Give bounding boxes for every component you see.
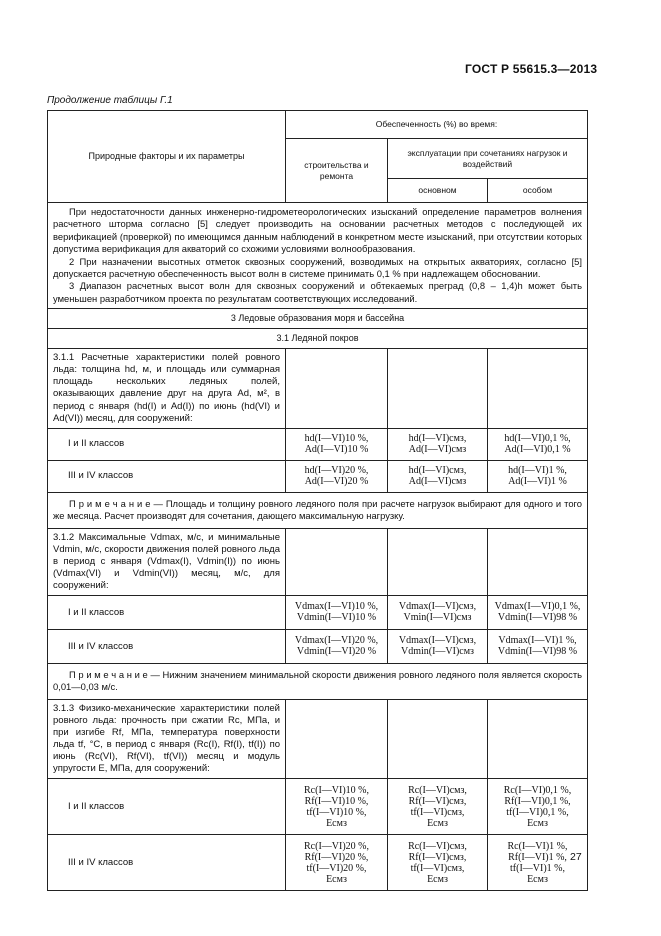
value-cell: Vdmax(I—VI)10 %, Vdmin(I—VI)10 % [286, 595, 388, 629]
value-cell: Rc(I—VI)0,1 %, Rf(I—VI)0,1 %, tf(I—VI)0,1 %, Eсмз [488, 779, 588, 835]
value-cell: Rc(I—VI)20 %, Rf(I—VI)20 %, tf(I—VI)20 %, Eсмз [286, 835, 388, 891]
value-cell: hd(I—VI)0,1 %, Ad(I—VI)0,1 % [488, 428, 588, 460]
class-label-1-2: I и II классов [48, 779, 286, 835]
page-number: 27 [570, 851, 582, 863]
class-label-3-4: III и IV классов [48, 460, 286, 492]
class-label-1-2: I и II классов [48, 428, 286, 460]
document-code: ГОСТ Р 55615.3—2013 [465, 62, 598, 76]
param-3-1-3: 3.1.3 Физико-механические характеристики полей ровного льда: прочность при сжатии Rc, МПа, и при изгибе Rf, МПа, температура поверхности льда tf, °C, в период с января (Rc(I), Rf(I), tf(I)) по июнь (Rc(VI), Rf(VI), tf(VI)) месяц и модуль упругости E, МПа, для сооружений: [48, 699, 286, 778]
class-label-1-2: I и II классов [48, 595, 286, 629]
wave-note-3: 3 Диапазон расчетных высот волн для сквозных сооружений и обтекаемых преград (0,8 – 1,4)h может быть уменьшен разработчиком проекта по результатам соответствующих исследований. [53, 280, 582, 304]
wave-notes [48, 203, 588, 309]
value-cell: Rc(I—VI)10 %, Rf(I—VI)10 %, tf(I—VI)10 %, Eсмз [286, 779, 388, 835]
value-cell: hd(I—VI)10 %, Ad(I—VI)10 % [286, 428, 388, 460]
header-supply: Обеспеченность (%) во время: [286, 111, 588, 139]
value-cell: Rc(I—VI)смз, Rf(I—VI)смз, tf(I—VI)смз, Eсмз [388, 779, 488, 835]
value-cell: hd(I—VI)смз, Ad(I—VI)смз [388, 460, 488, 492]
value-cell: hd(I—VI)20 %, Ad(I—VI)20 % [286, 460, 388, 492]
wave-note-1: При недостаточности данных инженерно-гидрометеорологических изысканий определение параметров волнения расчетного шторма согласно [5] следует производить на основании расчетных методов с последующей их верификацией (проверкой) по имеющимся данным наблюдений в конкретном месте изысканий, при отсутствии которых допустима верификация для акваторий со схожими условиями волнообразования. [53, 206, 582, 255]
param-3-1-2: 3.1.2 Максимальные Vdmax, м/с, и минимальные Vdmin, м/с, скорости движения полей ровного льда в период с января (Vdmax(I), Vdmin(I)) по июнь (Vdmax(VI) и Vdmin(VI)) месяц, м/с, для сооружений: [48, 528, 286, 595]
header-construction: строительства и ремонта [286, 139, 388, 203]
value-cell: hd(I—VI)1 %, Ad(I—VI)1 % [488, 460, 588, 492]
value-cell: Vdmax(I—VI)смз, Vmin(I—VI)смз [388, 595, 488, 629]
note-3-1-1: П р и м е ч а н и е — Площадь и толщину ровного ледяного поля при расчете нагрузок выбирают для одного и того же месяца. Расчет производят для сочетания, дающего максимальную нагрузку. [48, 492, 588, 528]
class-label-3-4: III и IV классов [48, 835, 286, 891]
note-3-1-2: П р и м е ч а н и е — Нижним значением минимальной скорости движения ровного ледяного поля является скорость 0,01—0,03 м/с. [48, 663, 588, 699]
table-continuation-label: Продолжение таблицы Г.1 [47, 95, 173, 106]
parameters-table [47, 110, 588, 891]
header-operation: эксплуатации при сочетаниях нагрузок и воздействий [388, 139, 588, 179]
section-3-title: 3 Ледовые образования моря и бассейна [48, 309, 588, 329]
value-cell: hd(I—VI)смз, Ad(I—VI)смз [388, 428, 488, 460]
wave-note-2: 2 При назначении высотных отметок сквозных сооружений, возводимых на открытых акваториях, согласно [5] допускается расчетную обеспеченность высот волн в системе принимать 0,1 % при надлежащем обосновании. [53, 255, 582, 280]
param-3-1-1: 3.1.1 Расчетные характеристики полей ровного льда: толщина hd, м, и площадь или суммарная площадь нескольких ледяных полей, оказывающих давление друг на друга Ad, м², в период с января (hd(I) и Ad(I)) по июнь (hd(VI) и Ad(VI)) месяц, для сооружений: [48, 349, 286, 428]
value-cell: Vdmax(I—VI)смз, Vdmin(I—VI)смз [388, 629, 488, 663]
header-factors: Природные факторы и их параметры [48, 111, 286, 203]
value-cell: Rc(I—VI)смз, Rf(I—VI)смз, tf(I—VI)смз, Eсмз [388, 835, 488, 891]
header-basic: основном [388, 179, 488, 203]
class-label-3-4: III и IV классов [48, 629, 286, 663]
header-special: особом [488, 179, 588, 203]
value-cell: Rc(I—VI)1 %, Rf(I—VI)1 %, tf(I—VI)1 %, Eсмз [488, 835, 588, 891]
value-cell: Vdmax(I—VI)1 %, Vdmin(I—VI)98 % [488, 629, 588, 663]
section-3-1-title: 3.1 Ледяной покров [48, 329, 588, 349]
value-cell: Vdmax(I—VI)0,1 %, Vdmin(I—VI)98 % [488, 595, 588, 629]
value-cell: Vdmax(I—VI)20 %, Vdmin(I—VI)20 % [286, 629, 388, 663]
